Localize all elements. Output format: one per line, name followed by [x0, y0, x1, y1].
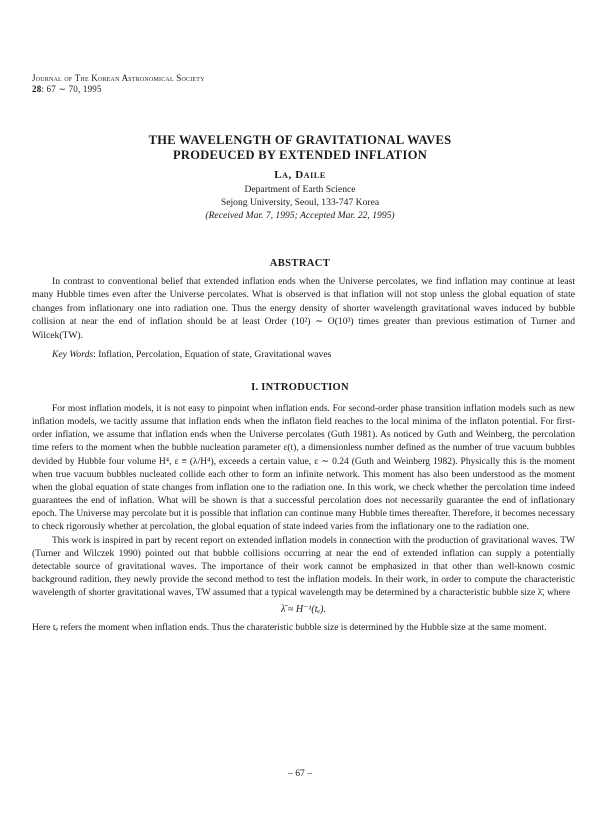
keywords-list: : Inflation, Percolation, Equation of state, Gravitational waves — [93, 349, 332, 360]
keywords-label: Key Words — [52, 349, 94, 360]
page-number: – 67 – — [288, 768, 312, 779]
journal-name: Journal of The Korean Astronomical Society — [32, 73, 205, 83]
intro-paragraph-3: Here tₑ refers the moment when inflation ends. Thus the charateristic bubble size is determined by the Hubble size at the same moment. — [32, 622, 547, 633]
affiliation-block — [0, 183, 600, 222]
author-name: La, Daile — [274, 169, 326, 181]
abstract-heading: ABSTRACT — [269, 258, 331, 269]
received-accepted-dates: (Received Mar. 7, 1995; Accepted Mar. 22, 1995) — [205, 210, 395, 221]
title-line-1: THE WAVELENGTH OF GRAVITATIONAL WAVES — [148, 133, 452, 147]
paper-title — [0, 133, 600, 162]
journal-volume: 28 — [32, 84, 42, 94]
journal-pages: : 67 ∼ 70, 1995 — [41, 84, 102, 94]
intro-paragraph-2: This work is inspired in part by recent report on extended inflation models in connection with the production of gravitational waves. TW (Turner and Wilczek 1990) pointed out that bubble collisions occurring at near the end of extended inflation can supply a potentially detectable source of gravitational waves. The importance of their work cannot be emphasized in that other than well-known cosmic background radition, they newly provide the second method to test the inflation models. In their work, in order to compute the characteristic wavelength of shorter gravitational waves, TW assumed that a typical wavelength may be determined by a characteristic bubble size λ̄, where — [32, 535, 575, 599]
equation-bubble-size: λ̄ ≈ H⁻¹(tₑ). — [281, 604, 326, 616]
journal-citation — [32, 84, 205, 95]
abstract-body — [32, 275, 575, 342]
title-line-2: PRODEUCED BY EXTENDED INFLATION — [172, 147, 428, 162]
affiliation-department: Department of Earth Science — [244, 184, 356, 195]
introduction-body — [32, 403, 575, 635]
keywords-line — [52, 349, 572, 360]
section-heading-introduction: I. INTRODUCTION — [251, 382, 349, 393]
abstract-text: In contrast to conventional belief that extended inflation ends when the Universe percolates, we find inflation may continue at least many Hubble times even after the Universe percolates. What is observed is that inflation will not stop unless the global equation of state changes from inflationary one into radiation one. Thus the energy density of shorter wavelength gravitational waves induced by bubble collision at near the end of inflation should be at least Order (10²) ∼ O(10³) times greater than previous estimation of Turner and Wilcek(TW). — [32, 276, 575, 341]
affiliation-university: Sejong University, Seoul, 133-747 Korea — [220, 197, 380, 208]
journal-header — [32, 73, 205, 95]
intro-paragraph-1: For most inflation models, it is not easy to pinpoint when inflation ends. For second-order phase transition inflation models such as new inflation models, we tacitly assume that inflation ends when the inflaton field reaches to the local minima of the inflaton potential. For first-order inflation, we assume that inflation ends when the Universe percolates (Guth 1981). As noticed by Guth and Weinberg, the percolation time refers to the moment when the bubble nucleation parameter ε(t), a dimensionless number defined as the number of true vacuum bubbles devided by Hubble four volume H⁴, ε ≡ (λ/H⁴), exceeds a certain value, ε ∼ 0.24 (Guth and Weinberg 1982). Physically this is the moment when true vacuum bubbles nucleated collide each other to form an infinite network. This moment has also been understood as the moment when the global equation of state changes from inflation one to the radiation one. In this work, we check whether the percolation time indeed guarantees the end of inflation. What will be shown is that a successful percolation does not necessarily guarantee the end of inflationary epoch. The Universe may percolate but it is possible that inflation can continue many Hubble times thereafter. Therefore, it becomes necessary to check rigorously whether at percolation, the global equation of state indeed varies from the inflationary one to the radiation one. — [32, 404, 575, 533]
